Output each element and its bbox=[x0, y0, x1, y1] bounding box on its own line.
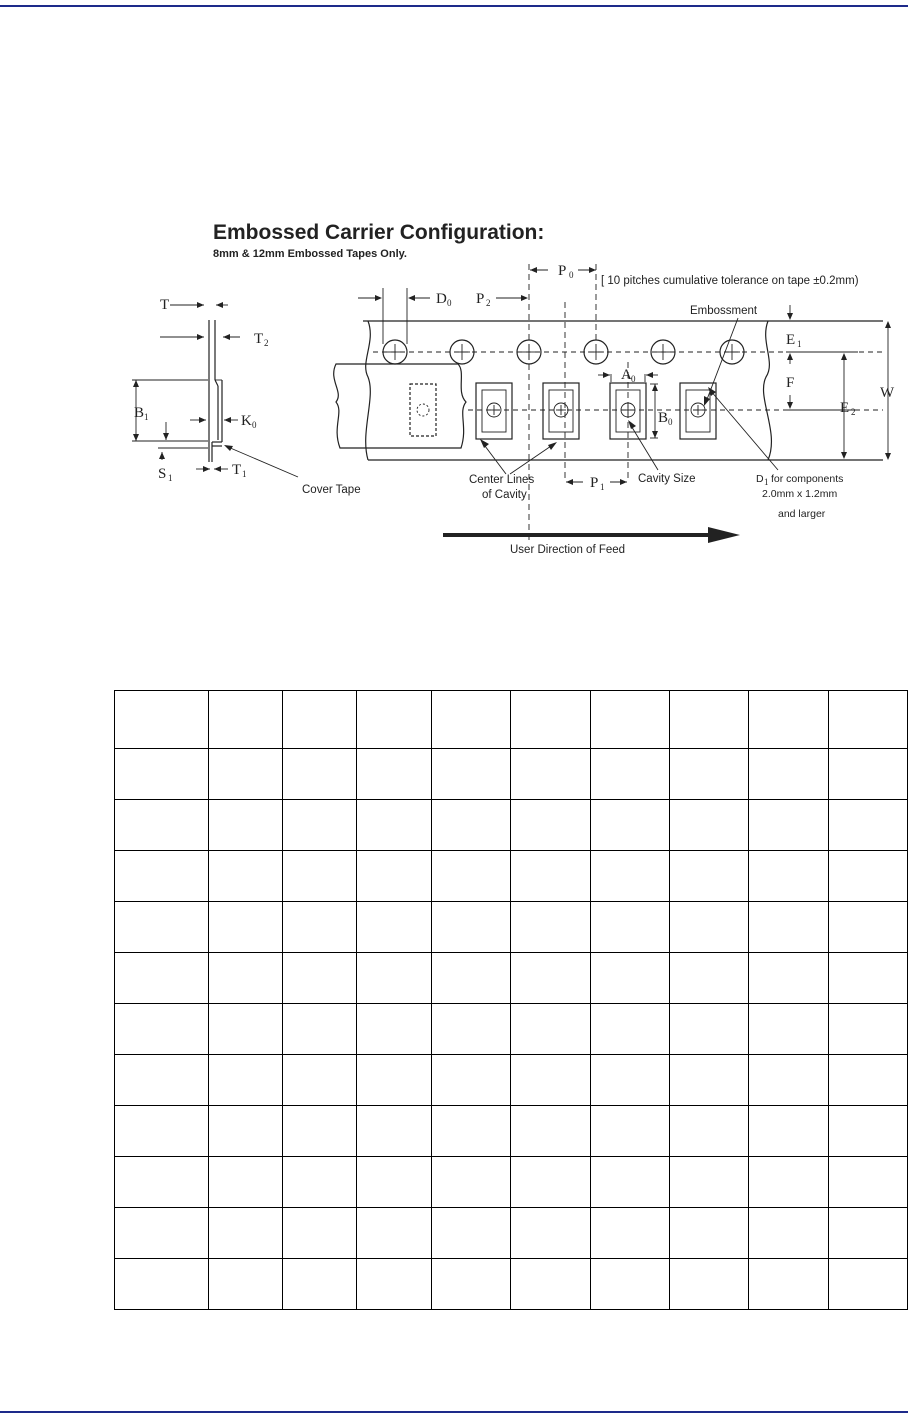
table-cell bbox=[432, 1157, 511, 1208]
table-cell bbox=[282, 749, 356, 800]
table-cell bbox=[432, 749, 511, 800]
table-cell bbox=[209, 851, 282, 902]
center-lines-label-2: of Cavity bbox=[482, 489, 527, 501]
table-cell bbox=[670, 1208, 749, 1259]
table-cell bbox=[828, 902, 907, 953]
table-cell bbox=[356, 749, 431, 800]
table-cell bbox=[749, 749, 828, 800]
table-cell bbox=[356, 953, 431, 1004]
table-cell bbox=[511, 1157, 590, 1208]
table-cell bbox=[282, 851, 356, 902]
label-P0-sub: 0 bbox=[569, 270, 574, 280]
table-cell bbox=[356, 1055, 431, 1106]
table-row bbox=[115, 1208, 908, 1259]
table-cell bbox=[749, 800, 828, 851]
table-cell bbox=[511, 953, 590, 1004]
feed-direction-label: User Direction of Feed bbox=[510, 544, 626, 556]
table-cell bbox=[749, 1157, 828, 1208]
label-S1: S bbox=[158, 466, 167, 482]
table-cell bbox=[115, 1208, 209, 1259]
table-cell bbox=[828, 1157, 907, 1208]
label-P0: P bbox=[558, 263, 567, 279]
table-cell bbox=[432, 1055, 511, 1106]
table-header-cell bbox=[511, 691, 590, 749]
table-cell bbox=[511, 851, 590, 902]
table-cell bbox=[209, 953, 282, 1004]
table-cell bbox=[209, 1259, 282, 1310]
table-cell bbox=[749, 1055, 828, 1106]
table-cell bbox=[115, 1157, 209, 1208]
table-cell bbox=[590, 902, 669, 953]
table-header-cell bbox=[828, 691, 907, 749]
table-cell bbox=[432, 1004, 511, 1055]
table-row bbox=[115, 800, 908, 851]
table-cell bbox=[670, 1004, 749, 1055]
label-A0: A bbox=[621, 367, 632, 383]
table-cell bbox=[115, 800, 209, 851]
table-cell bbox=[670, 953, 749, 1004]
table-cell bbox=[670, 800, 749, 851]
table-cell bbox=[511, 1004, 590, 1055]
table-cell bbox=[590, 1208, 669, 1259]
table-cell bbox=[209, 800, 282, 851]
cavity-size-label: Cavity Size bbox=[638, 473, 696, 485]
label-T2: T bbox=[254, 331, 264, 347]
tape-top-view bbox=[334, 264, 883, 542]
table-cell bbox=[209, 1004, 282, 1055]
figure-title: Embossed Carrier Configuration: bbox=[213, 221, 545, 244]
d1-note-3: and larger bbox=[778, 508, 826, 520]
table-row bbox=[115, 902, 908, 953]
d1-symbol: D bbox=[756, 473, 764, 485]
table-cell bbox=[670, 1055, 749, 1106]
table-cell bbox=[282, 800, 356, 851]
table-cell bbox=[590, 1106, 669, 1157]
label-W: W bbox=[880, 385, 895, 401]
table-cell bbox=[356, 1259, 431, 1310]
table-cell bbox=[828, 1106, 907, 1157]
table-cell bbox=[670, 1157, 749, 1208]
label-S1-sub: 1 bbox=[168, 473, 173, 483]
label-B0-sub: 0 bbox=[668, 417, 673, 427]
table-cell bbox=[432, 902, 511, 953]
table-cell bbox=[511, 902, 590, 953]
table-cell bbox=[670, 851, 749, 902]
table-cell bbox=[749, 902, 828, 953]
table-cell bbox=[828, 1055, 907, 1106]
label-T: T bbox=[160, 297, 170, 313]
table-cell bbox=[209, 1106, 282, 1157]
table-cell bbox=[432, 1106, 511, 1157]
cavities bbox=[410, 383, 716, 439]
table-cell bbox=[115, 1259, 209, 1310]
table-cell bbox=[356, 1157, 431, 1208]
label-D0: D bbox=[436, 291, 447, 307]
table-cell bbox=[282, 1004, 356, 1055]
table-cell bbox=[432, 851, 511, 902]
table-cell bbox=[749, 953, 828, 1004]
top-rule bbox=[0, 5, 908, 7]
table-cell bbox=[590, 1259, 669, 1310]
table-cell bbox=[282, 1208, 356, 1259]
label-P2: P bbox=[476, 291, 485, 307]
table-header-cell bbox=[590, 691, 669, 749]
table-header-cell bbox=[282, 691, 356, 749]
table-cell bbox=[115, 1004, 209, 1055]
table-cell bbox=[749, 1208, 828, 1259]
table-cell bbox=[749, 1004, 828, 1055]
tolerance-note: [ 10 pitches cumulative tolerance on tape ±0.2mm) bbox=[601, 275, 859, 287]
table-header-cell bbox=[115, 691, 209, 749]
table-cell bbox=[590, 800, 669, 851]
d1-symbol-sub: 1 bbox=[764, 477, 769, 487]
label-E2-sub: 2 bbox=[851, 407, 856, 417]
table-cell bbox=[356, 1106, 431, 1157]
table-row bbox=[115, 851, 908, 902]
label-E1-sub: 1 bbox=[797, 339, 802, 349]
table-header-cell bbox=[356, 691, 431, 749]
table-cell bbox=[828, 953, 907, 1004]
tape-side-profile bbox=[209, 320, 222, 462]
table-cell bbox=[282, 1259, 356, 1310]
label-K0: K bbox=[241, 413, 252, 429]
dimensions-table bbox=[114, 690, 908, 1310]
table-cell bbox=[115, 1055, 209, 1106]
table-cell bbox=[828, 1004, 907, 1055]
table-row bbox=[115, 953, 908, 1004]
table-cell bbox=[282, 1055, 356, 1106]
table-cell bbox=[209, 1157, 282, 1208]
table-cell bbox=[115, 953, 209, 1004]
bottom-rule bbox=[0, 1411, 908, 1413]
table-cell bbox=[432, 1208, 511, 1259]
table-row bbox=[115, 1157, 908, 1208]
center-lines-label-1: Center Lines bbox=[469, 474, 535, 486]
table-cell bbox=[511, 1106, 590, 1157]
table-cell bbox=[356, 1004, 431, 1055]
label-T1: T bbox=[232, 462, 242, 478]
table-cell bbox=[282, 1157, 356, 1208]
embossment-label: Embossment bbox=[690, 305, 758, 317]
table-cell bbox=[432, 800, 511, 851]
table-cell bbox=[209, 749, 282, 800]
table-cell bbox=[282, 902, 356, 953]
table-cell bbox=[749, 1259, 828, 1310]
table-row bbox=[115, 1004, 908, 1055]
table-header-cell bbox=[209, 691, 282, 749]
table-cell bbox=[282, 1106, 356, 1157]
table-cell bbox=[828, 1208, 907, 1259]
table-cell bbox=[432, 1259, 511, 1310]
table-row bbox=[115, 1259, 908, 1310]
table-cell bbox=[828, 749, 907, 800]
figure-subtitle: 8mm & 12mm Embossed Tapes Only. bbox=[213, 248, 407, 260]
table-cell bbox=[670, 1106, 749, 1157]
label-P1: P bbox=[590, 475, 599, 491]
table-cell bbox=[115, 1106, 209, 1157]
table-cell bbox=[590, 1055, 669, 1106]
label-T2-sub: 2 bbox=[264, 338, 269, 348]
table-cell bbox=[670, 902, 749, 953]
table-cell bbox=[590, 953, 669, 1004]
table-cell bbox=[209, 1055, 282, 1106]
table-cell bbox=[115, 902, 209, 953]
table-cell bbox=[590, 1157, 669, 1208]
table-cell bbox=[590, 1004, 669, 1055]
table-cell bbox=[590, 851, 669, 902]
table-cell bbox=[828, 1259, 907, 1310]
table-row bbox=[115, 1106, 908, 1157]
table-cell bbox=[670, 749, 749, 800]
table-cell bbox=[115, 851, 209, 902]
label-B1-sub: 1 bbox=[144, 412, 149, 422]
table-cell bbox=[356, 1208, 431, 1259]
table-cell bbox=[749, 851, 828, 902]
d1-note-2: 2.0mm x 1.2mm bbox=[762, 488, 838, 500]
table-cell bbox=[209, 902, 282, 953]
label-K0-sub: 0 bbox=[252, 420, 257, 430]
label-P1-sub: 1 bbox=[600, 482, 605, 492]
label-P2-sub: 2 bbox=[486, 298, 491, 308]
table-header-cell bbox=[670, 691, 749, 749]
cover-tape-label: Cover Tape bbox=[302, 484, 361, 496]
table-cell bbox=[828, 851, 907, 902]
table-cell bbox=[590, 749, 669, 800]
table-row bbox=[115, 1055, 908, 1106]
label-F: F bbox=[786, 375, 795, 391]
table-cell bbox=[282, 953, 356, 1004]
table-cell bbox=[511, 1208, 590, 1259]
d1-note-1: for components bbox=[771, 473, 844, 485]
table-cell bbox=[511, 800, 590, 851]
table-cell bbox=[209, 1208, 282, 1259]
label-B0: B bbox=[658, 410, 669, 426]
table-cell bbox=[511, 749, 590, 800]
table-cell bbox=[432, 953, 511, 1004]
table-cell bbox=[749, 1106, 828, 1157]
label-D0-sub: 0 bbox=[447, 298, 452, 308]
table-cell bbox=[511, 1055, 590, 1106]
table-header-cell bbox=[749, 691, 828, 749]
label-T1-sub: 1 bbox=[242, 469, 247, 479]
label-A0-sub: 0 bbox=[631, 374, 636, 384]
table-header-row bbox=[115, 691, 908, 749]
table-cell bbox=[115, 749, 209, 800]
label-B1: B bbox=[134, 405, 145, 421]
table-cell bbox=[356, 902, 431, 953]
table-cell bbox=[356, 851, 431, 902]
table-cell bbox=[670, 1259, 749, 1310]
table-row bbox=[115, 749, 908, 800]
table-header-cell bbox=[432, 691, 511, 749]
table-cell bbox=[828, 800, 907, 851]
label-E2: E bbox=[840, 400, 850, 416]
table-cell bbox=[356, 800, 431, 851]
embossed-carrier-figure bbox=[118, 212, 908, 564]
label-E1: E bbox=[786, 332, 796, 348]
table-cell bbox=[511, 1259, 590, 1310]
